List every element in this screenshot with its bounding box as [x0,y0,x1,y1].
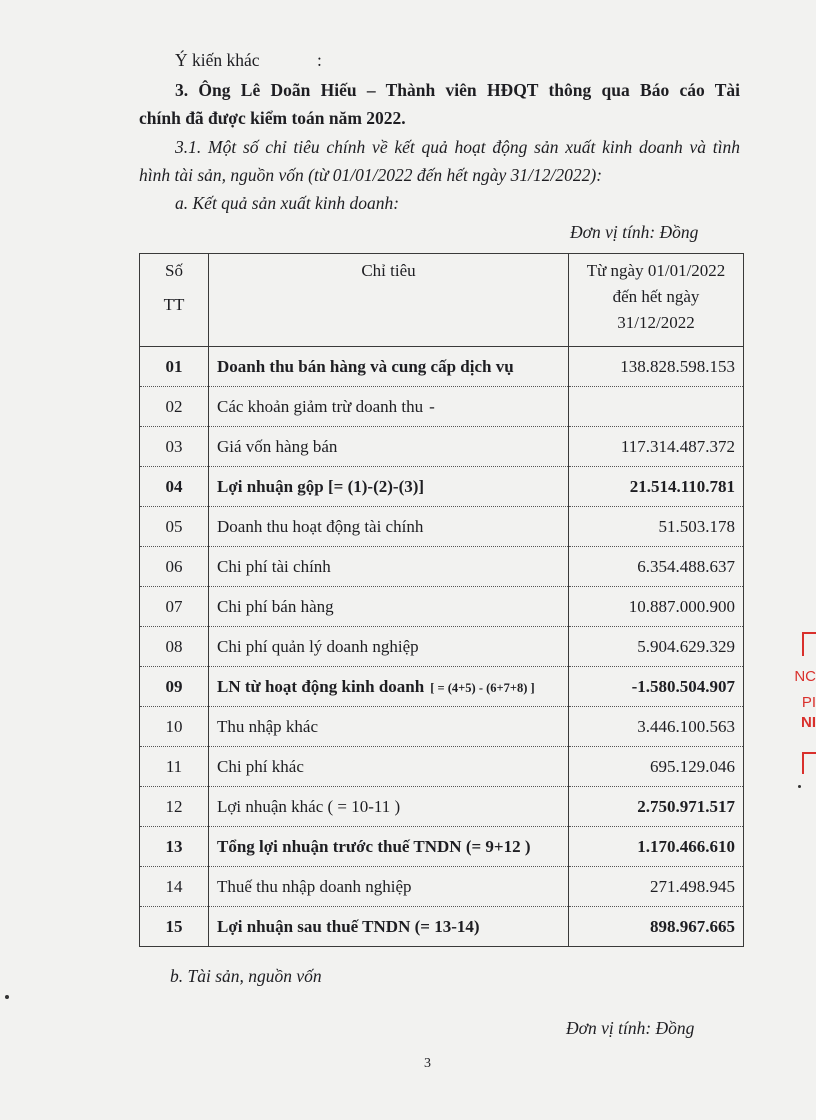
row-indicator-note: [ = (4+5) - (6+7+8) ] [430,680,535,695]
header-indicator [209,254,569,347]
row-indicator-label: Giá vốn hàng bán [217,436,338,456]
row-indicator-label: Doanh thu bán hàng và cung cấp dịch vụ [217,356,514,376]
stamp-text-2: PI [801,694,816,711]
other-opinion-line [175,50,322,71]
row-indicator-label: Chi phí quản lý doanh nghiệp [217,636,419,656]
row-value: 271.498.945 [569,867,744,907]
row-number: 08 [140,627,209,667]
table-row [140,907,744,947]
row-indicator [209,907,569,947]
row-indicator [209,627,569,667]
row-number: 05 [140,507,209,547]
header-period-line2: đến hết ngày [612,287,700,306]
row-indicator-label: Chi phí khác [217,756,304,776]
table-row [140,547,744,587]
section-b-heading: b. Tài sản, nguồn vốn [170,966,322,986]
row-value: 117.314.487.372 [569,427,744,467]
other-opinion-label: Ý kiến khác [175,50,260,70]
row-value: -1.580.504.907 [569,667,744,707]
row-number: 07 [140,587,209,627]
table-row [140,627,744,667]
row-number: 03 [140,427,209,467]
row-indicator-label: Chi phí bán hàng [217,596,334,616]
row-number: 14 [140,867,209,907]
row-number: 10 [140,707,209,747]
table-row [140,667,744,707]
header-indicator-text: Chỉ tiêu [361,261,416,280]
table-row [140,747,744,787]
table-row [140,587,744,627]
row-indicator-label: LN từ hoạt động kinh doanh [217,676,425,696]
row-value: 6.354.488.637 [569,547,744,587]
row-number: 06 [140,547,209,587]
row-value [569,387,744,427]
stamp-text-1: NC [794,668,816,685]
table-row [140,707,744,747]
row-indicator [209,827,569,867]
row-value: 138.828.598.153 [569,347,744,387]
row-value: 51.503.178 [569,507,744,547]
stamp-edge-mark-top [802,632,816,656]
table-row [140,467,744,507]
row-number: 04 [140,467,209,507]
row-value: 695.129.046 [569,747,744,787]
header-no [140,254,209,347]
row-indicator [209,467,569,507]
header-period-line3: 31/12/2022 [617,313,695,332]
row-indicator-label: Lợi nhuận gộp [= (1)-(2)-(3)] [217,476,425,496]
row-number: 02 [140,387,209,427]
row-value: 21.514.110.781 [569,467,744,507]
row-indicator [209,547,569,587]
unit-label-b: Đơn vị tính: Đồng [566,1018,695,1038]
subsection-31-line2: hình tài sản, nguồn vốn (từ 01/01/2022 đến hết ngày 31/12/2022): [139,165,603,185]
row-indicator-note: - [429,396,435,416]
row-number: 15 [140,907,209,947]
table-row [140,387,744,427]
row-indicator [209,427,569,467]
row-indicator [209,867,569,907]
row-indicator [209,347,569,387]
row-indicator-label: Chi phí tài chính [217,556,331,576]
table-row [140,787,744,827]
item3-heading-line1: 3. Ông Lê Doãn Hiếu – Thành viên HĐQT thông qua Báo cáo Tài [175,80,740,100]
item3-heading-line2: chính đã được kiểm toán năm 2022. [139,108,406,128]
row-indicator-label: Thuế thu nhập doanh nghiệp [217,876,412,896]
row-indicator [209,667,569,707]
row-indicator-label: Thu nhập khác [217,716,319,736]
table-row [140,427,744,467]
row-value: 898.967.665 [569,907,744,947]
header-no-line2: TT [163,295,185,314]
page-number: 3 [424,1056,431,1071]
scan-speck-left [5,995,9,999]
header-period-line1: Từ ngày 01/01/2022 [586,261,726,280]
header-no-line1: Số [165,261,183,280]
row-indicator [209,747,569,787]
other-opinion-colon: : [317,50,322,70]
unit-label-a: Đơn vị tính: Đồng [570,222,699,242]
subsection-31-line1: 3.1. Một số chỉ tiêu chính về kết quả hoạt động sản xuất kinh doanh và tình [175,137,740,157]
stamp-edge-mark-bottom [802,752,816,774]
row-number: 13 [140,827,209,867]
row-indicator-label: Các khoản giảm trừ doanh thu [217,396,424,416]
row-indicator-label: Tổng lợi nhuận trước thuế TNDN (= 9+12 ) [217,836,531,856]
business-results-table [139,253,744,947]
row-number: 11 [140,747,209,787]
row-value: 1.170.466.610 [569,827,744,867]
stamp-text-3: NI [801,714,816,731]
row-indicator [209,787,569,827]
row-indicator-label: Doanh thu hoạt động tài chính [217,516,424,536]
table-row [140,827,744,867]
scan-speck-right [798,785,801,788]
row-number: 09 [140,667,209,707]
row-number: 12 [140,787,209,827]
table-row [140,507,744,547]
table-row [140,347,744,387]
row-indicator-label: Lợi nhuận sau thuế TNDN (= 13-14) [217,916,480,936]
row-indicator [209,587,569,627]
row-value: 10.887.000.900 [569,587,744,627]
row-value: 3.446.100.563 [569,707,744,747]
table-row [140,867,744,907]
row-number: 01 [140,347,209,387]
row-indicator [209,507,569,547]
row-indicator [209,707,569,747]
section-a-heading: a. Kết quả sản xuất kinh doanh: [175,193,400,213]
row-value: 5.904.629.329 [569,627,744,667]
table-header-row [140,254,744,347]
row-indicator [209,387,569,427]
row-value: 2.750.971.517 [569,787,744,827]
row-indicator-label: Lợi nhuận khác ( = 10-11 ) [217,796,401,816]
header-period [569,254,744,347]
